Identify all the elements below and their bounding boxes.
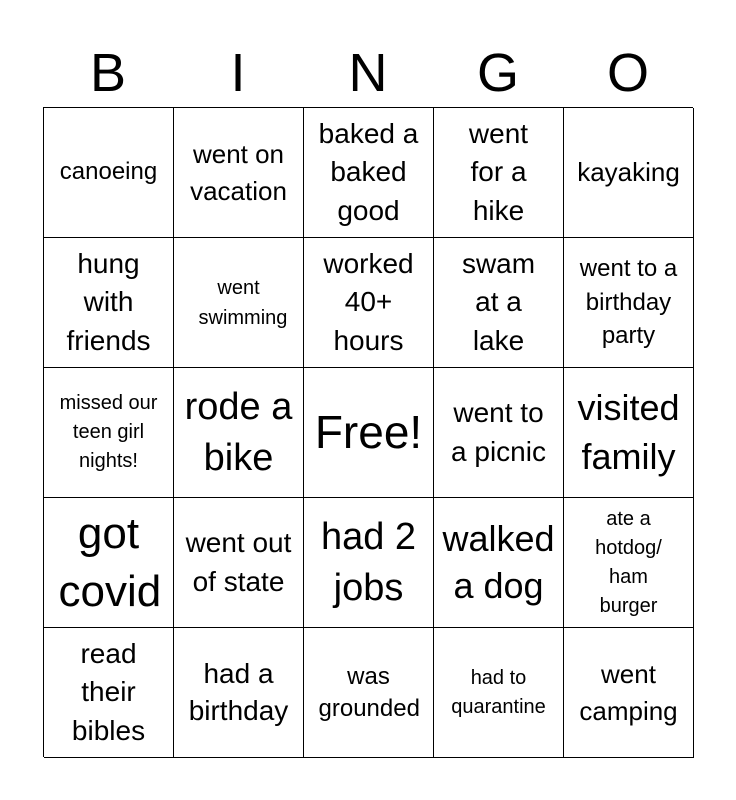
header-letter-o: O [606, 43, 649, 103]
bingo-cell[interactable] [44, 368, 174, 498]
cell-text: had a birthday [188, 658, 289, 726]
cell-text: swam at a lake [461, 248, 536, 356]
bingo-cell[interactable] [44, 628, 174, 758]
header-letter-g: G [476, 43, 519, 103]
header-letter-n: N [348, 43, 388, 103]
cell-text: went to a birthday party [579, 255, 678, 350]
bingo-cell[interactable] [564, 238, 694, 368]
cell-text: rode a bike [184, 386, 293, 479]
cell-text: baked a baked good [318, 118, 419, 226]
cell-text: went out of state [185, 527, 292, 597]
bingo-cell[interactable] [174, 368, 304, 498]
cell-text: read their bibles [71, 638, 146, 746]
cell-text: walked a dog [442, 517, 555, 606]
bingo-cell[interactable] [434, 108, 564, 238]
bingo-cell[interactable] [304, 498, 434, 628]
bingo-cell[interactable] [44, 238, 174, 368]
free-space-text: Free! [314, 405, 423, 458]
bingo-cell[interactable] [564, 108, 694, 238]
cell-text: missed our teen girl nights! [59, 392, 158, 472]
bingo-header [43, 38, 693, 108]
cell-text: went to a picnic [451, 397, 546, 467]
bingo-cell[interactable] [304, 628, 434, 758]
bingo-cell[interactable] [434, 238, 564, 368]
cell-text: kayaking [577, 156, 680, 187]
cell-text: ate a hotdog/ ham burger [595, 507, 662, 617]
cell-text: had to quarantine [451, 666, 546, 718]
bingo-cell[interactable] [44, 108, 174, 238]
bingo-cell[interactable] [44, 498, 174, 628]
bingo-cell[interactable] [564, 628, 694, 758]
cell-text: went swimming [198, 276, 288, 329]
cell-text: got covid [58, 509, 162, 616]
cell-text: went camping [579, 659, 678, 726]
header-letter-b: B [89, 43, 127, 103]
cell-text: went on vacation [190, 139, 287, 206]
cell-text: went for a hike [468, 118, 529, 226]
cell-text: worked 40+ hours [323, 248, 414, 356]
cell-text: hung with friends [66, 248, 151, 356]
cell-text: was grounded [318, 663, 420, 722]
bingo-cell[interactable] [434, 628, 564, 758]
bingo-cell[interactable] [304, 368, 434, 498]
bingo-cell[interactable] [434, 498, 564, 628]
bingo-cell[interactable] [564, 498, 694, 628]
bingo-cell[interactable] [174, 498, 304, 628]
header-letter-i: I [230, 43, 246, 103]
bingo-cell[interactable] [174, 628, 304, 758]
cell-text: had 2 jobs [320, 516, 417, 609]
cell-text: visited family [577, 386, 680, 477]
bingo-board [43, 107, 693, 757]
bingo-cell[interactable] [174, 238, 304, 368]
cell-text: canoeing [59, 158, 158, 186]
bingo-cell[interactable] [564, 368, 694, 498]
bingo-cell[interactable] [304, 108, 434, 238]
bingo-cell[interactable] [434, 368, 564, 498]
bingo-cell[interactable] [174, 108, 304, 238]
bingo-cell[interactable] [304, 238, 434, 368]
